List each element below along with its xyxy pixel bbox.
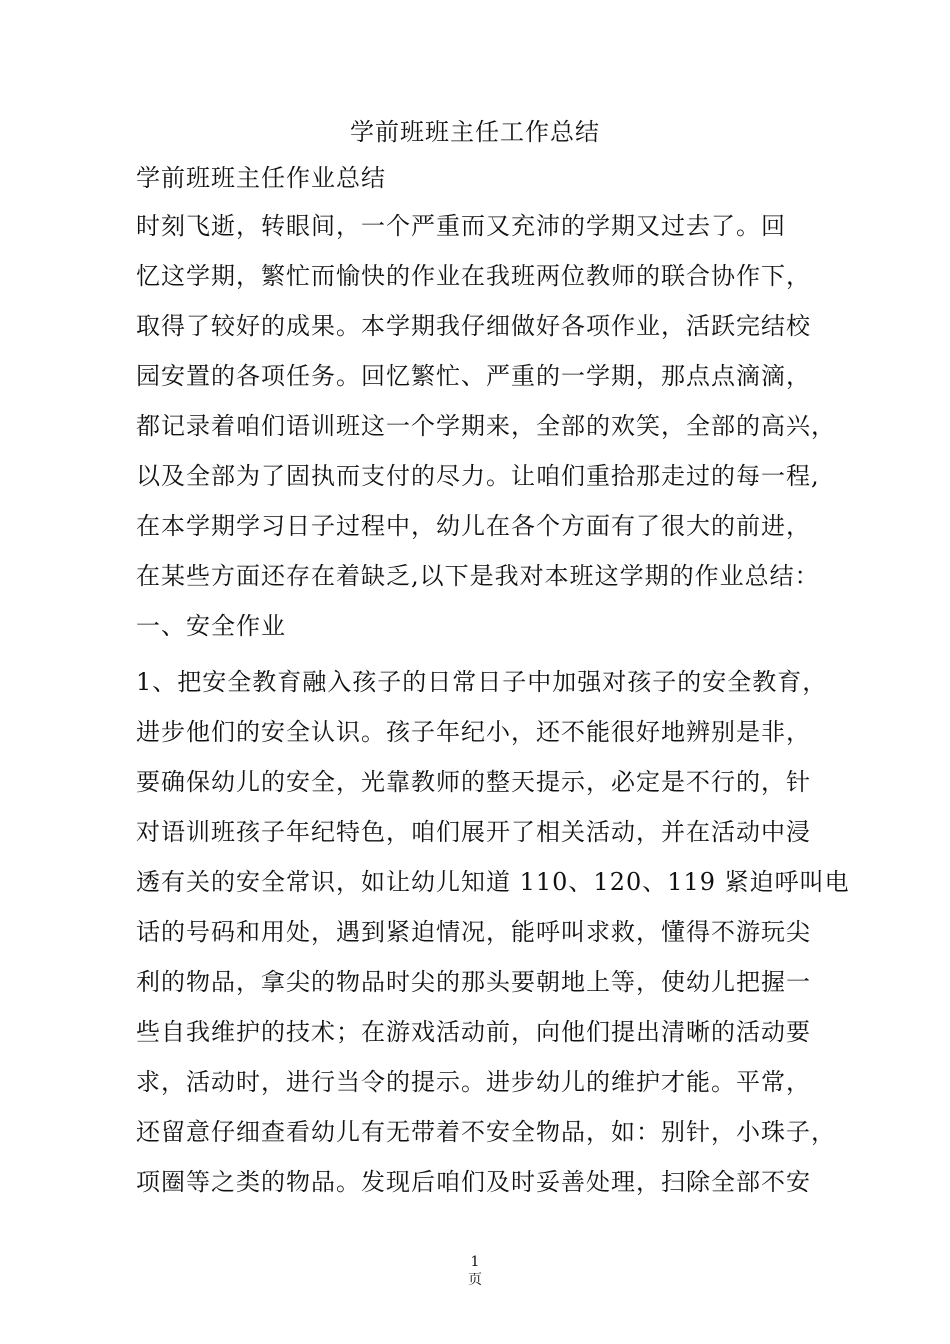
- paragraph-line: 些自我维护的技术；在游戏活动前，向他们提出清晰的活动要: [136, 1018, 811, 1046]
- document-subtitle: 学前班班主任作业总结: [136, 164, 386, 192]
- paragraph-line: 园安置的各项任务。回忆繁忙、严重的一学期，那点点滴滴，: [136, 362, 811, 390]
- page-number: 1: [470, 1254, 480, 1270]
- paragraph-line: 时刻飞逝，转眼间，一个严重而又充沛的学期又过去了。回: [136, 212, 786, 240]
- paragraph-line: 项圈等之类的物品。发现后咱们及时妥善处理，扫除全部不安: [136, 1168, 811, 1196]
- paragraph-line: 利的物品，拿尖的物品时尖的那头要朝地上等，使幼儿把握一: [136, 968, 811, 996]
- paragraph-line: 都记录着咱们语训班这一个学期来，全部的欢笑，全部的高兴，: [136, 412, 836, 440]
- paragraph-line: 要确保幼儿的安全，光靠教师的整天提示，必定是不行的，针: [136, 768, 811, 796]
- paragraph-line: 在本学期学习日子过程中，幼儿在各个方面有了很大的前进，: [136, 512, 811, 540]
- paragraph-line: 取得了较好的成果。本学期我仔细做好各项作业，活跃完结校: [136, 312, 811, 340]
- paragraph-line: 话的号码和用处，遇到紧迫情况，能呼叫求救，懂得不游玩尖: [136, 918, 811, 946]
- document-body: [136, 208, 852, 1214]
- page-footer: [0, 1253, 950, 1289]
- paragraph-line: 透有关的安全常识，如让幼儿知道 110、120、119 紧迫呼叫电: [136, 868, 850, 896]
- paragraph-line: 在某些方面还存在着缺乏,以下是我对本班这学期的作业总结：: [136, 562, 820, 590]
- paragraph-line: 以及全部为了固执而支付的尽力。让咱们重拾那走过的每一程,: [136, 462, 820, 490]
- section-heading: 一、安全作业: [136, 612, 286, 640]
- document-title: 学前班班主任工作总结: [350, 118, 600, 146]
- paragraph-line: 1、把安全教育融入孩子的日常日子中加强对孩子的安全教育，: [136, 668, 828, 696]
- paragraph-line: 求，活动时，进行当令的提示。进步幼儿的维护才能。平常，: [136, 1068, 811, 1096]
- paragraph-line: 进步他们的安全认识。孩子年纪小，还不能很好地辨别是非，: [136, 718, 811, 746]
- paragraph-line: 还留意仔细查看幼儿有无带着不安全物品，如：别针，小珠子，: [136, 1118, 836, 1146]
- paragraph-line: 忆这学期，繁忙而愉快的作业在我班两位教师的联合协作下，: [136, 262, 811, 290]
- paragraph-line: 对语训班孩子年纪特色，咱们展开了相关活动，并在活动中浸: [136, 818, 811, 846]
- page-label: 页: [468, 1272, 482, 1288]
